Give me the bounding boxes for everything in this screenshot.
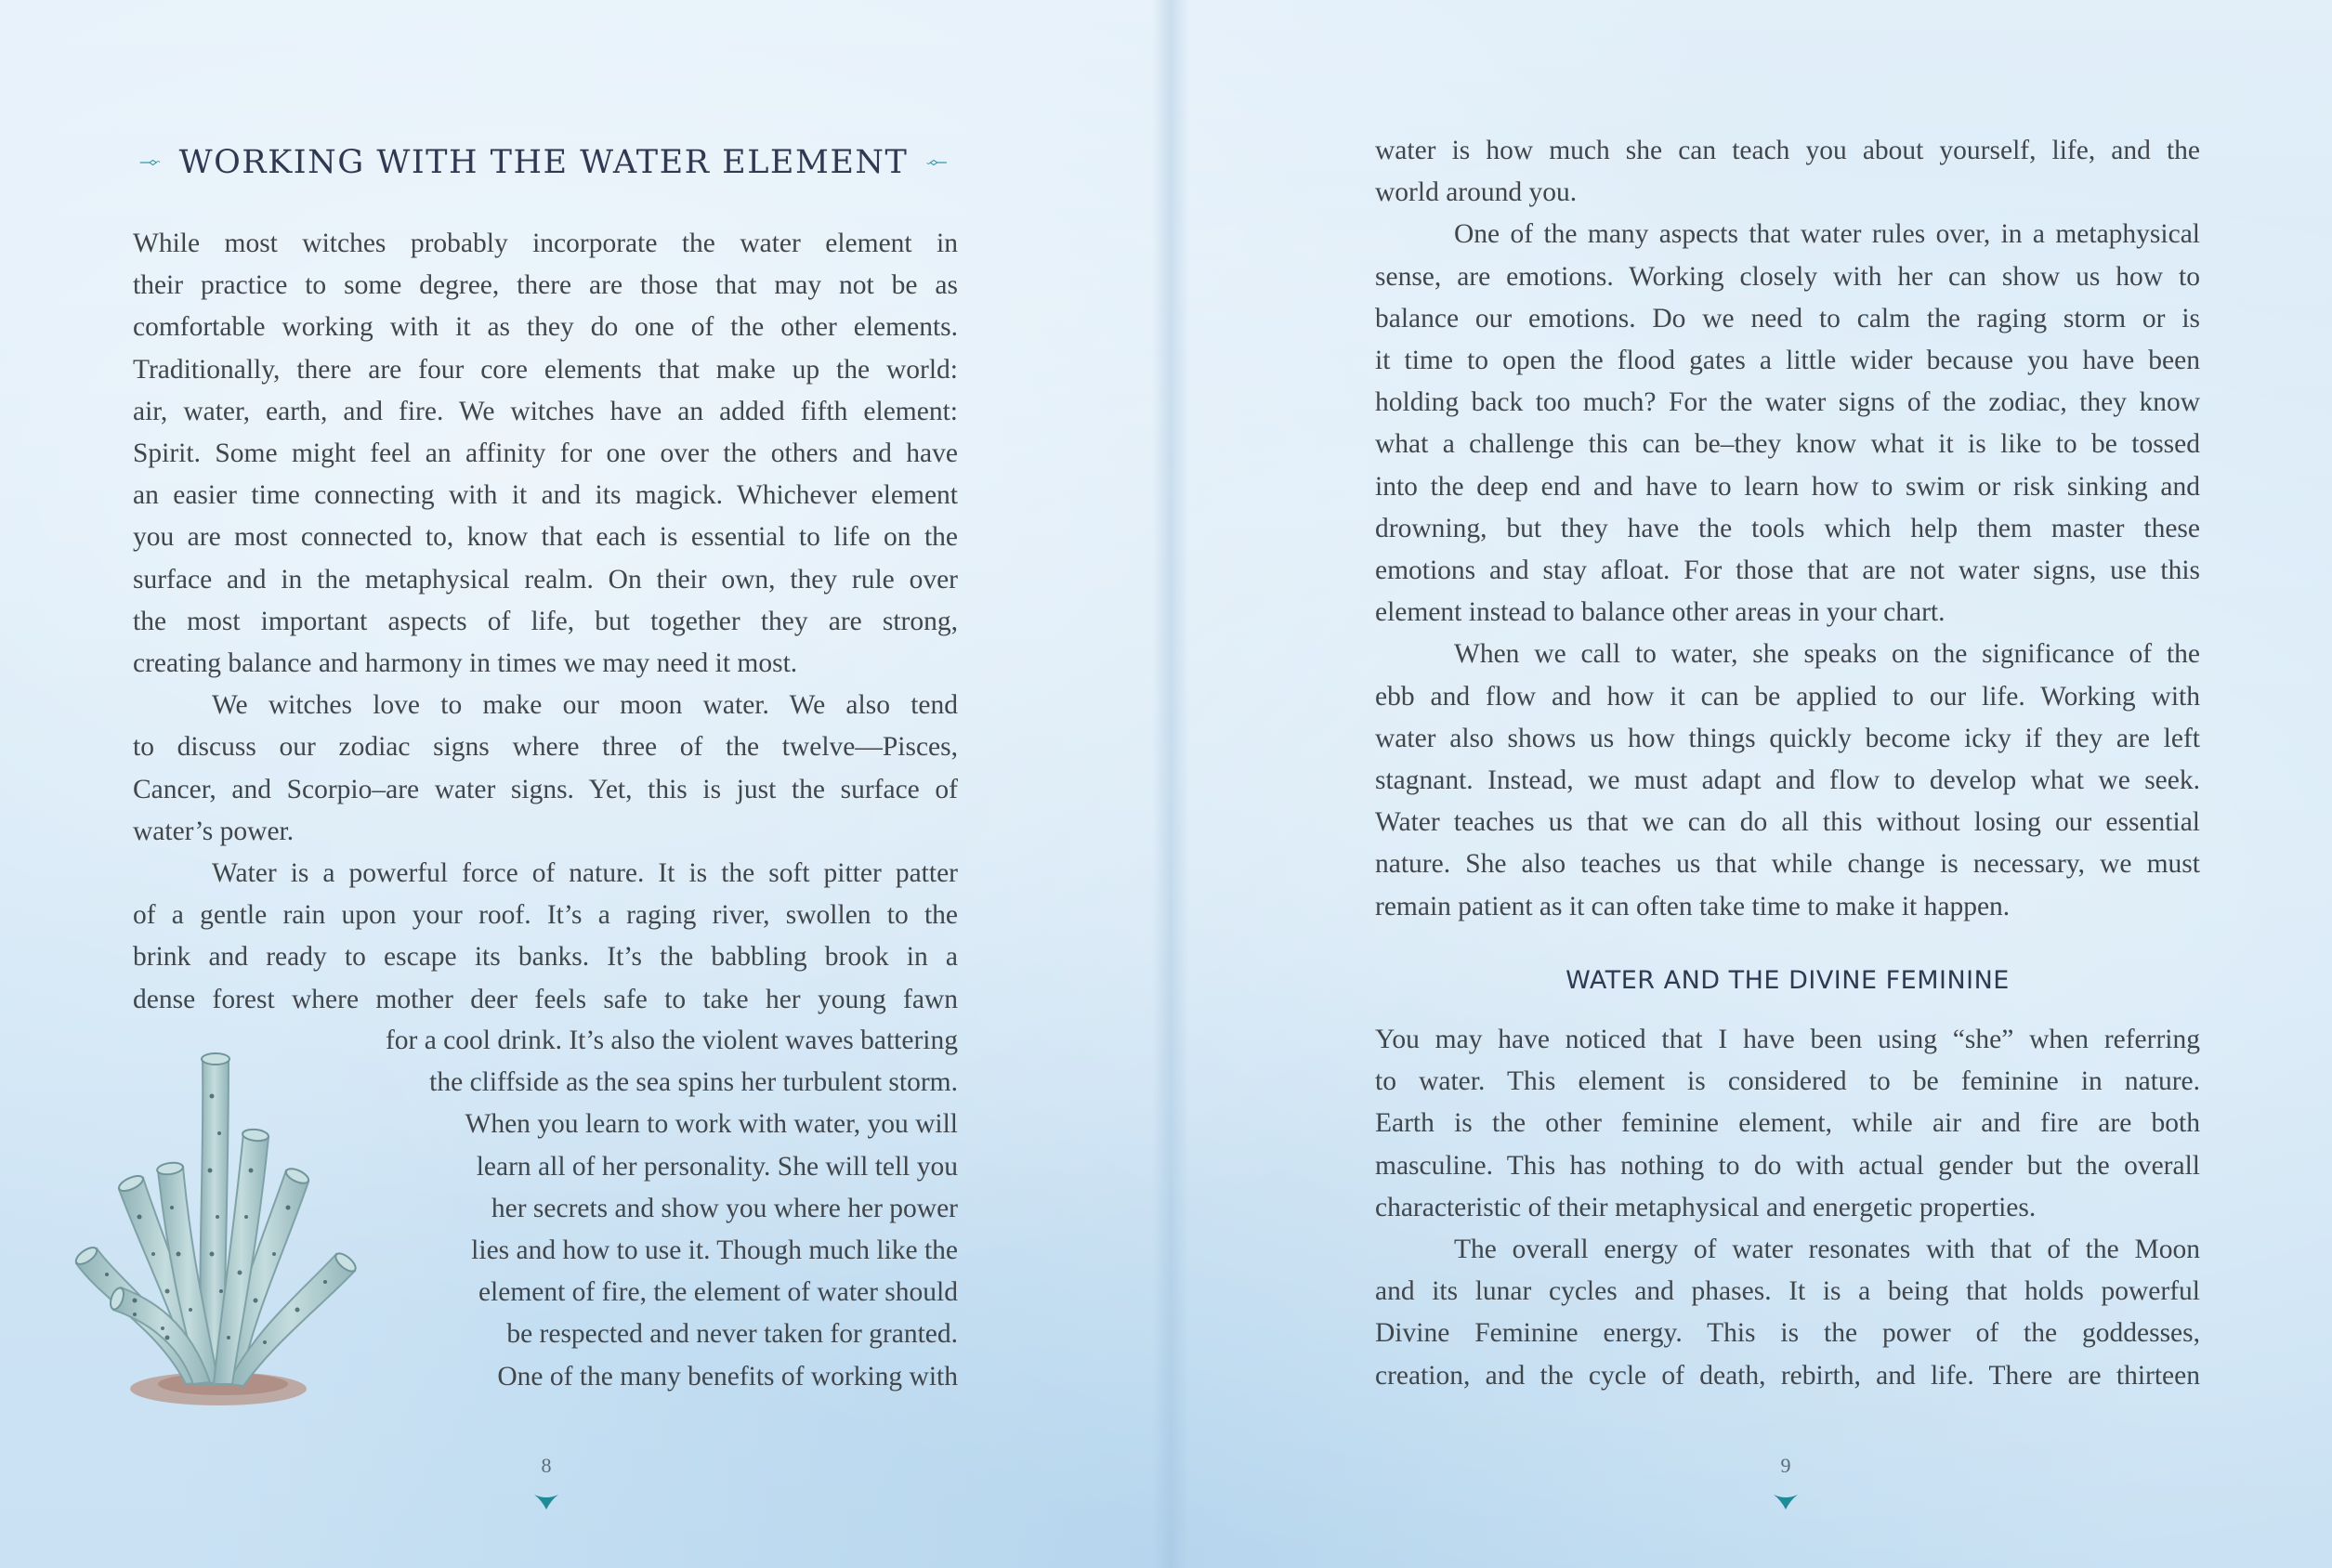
text-line: you are most connected to, know that each is essential to life on the (133, 522, 958, 553)
text-line: remain patient as it can often take time to make it happen. (1375, 891, 2011, 921)
text-line: water also shows us how things quickly become icky if they are left (1375, 723, 2200, 753)
text-line: to discuss our zodiac signs where three of the twelve—Pisces, (133, 732, 958, 763)
text-line: of a gentle rain upon your roof. It’s a raging river, swollen to the (133, 900, 958, 931)
text-line: element of fire, the element of water should (478, 1277, 958, 1308)
text-line: When you learn to work with water, you will (465, 1109, 958, 1140)
text-line: water’s power. (133, 816, 295, 846)
paragraph (1375, 634, 2200, 927)
text-line: holding back too much? For the water signs of the zodiac, they know (1375, 387, 2200, 418)
paragraph (133, 853, 958, 1021)
text-line: Cancer, and Scorpio–are water signs. Yet, this is just the surface of (133, 774, 958, 804)
text-line: The overall energy of water resonates with that of the Moon (1454, 1235, 2200, 1265)
text-line: balance our emotions. Do we need to calm the raging storm or is (1375, 303, 2200, 333)
text-line: learn all of her personality. She will tell you (476, 1151, 958, 1182)
text-line: air, water, earth, and fire. We witches have an added fifth element: (133, 396, 958, 426)
text-line: creation, and the cycle of death, rebirth, and life. There are thirteen (1375, 1360, 2200, 1391)
right-body-text (1375, 130, 2200, 928)
text-line: One of the many benefits of working with (497, 1361, 958, 1392)
text-line: their practice to some degree, there are those that may not be as (133, 270, 958, 301)
text-line: Spirit. Some might feel an affinity for one over the others and have (133, 438, 958, 469)
text-line: masculine. This has nothing to do with actual gender but the overall (1375, 1150, 2200, 1181)
text-line: Water is a powerful force of nature. It is the soft pitter patter (212, 858, 958, 889)
text-line: for a cool drink. It’s also the violent waves battering (385, 1026, 958, 1055)
text-line: Traditionally, there are four core elements that make up the world: (133, 354, 958, 385)
text-line: You may have noticed that I have been using “she” when referring (1375, 1025, 2200, 1054)
text-line: Earth is the other feminine element, while air and fire are both (1375, 1108, 2200, 1139)
text-line: Divine Feminine energy. This is the power of the goddesses, (1375, 1318, 2200, 1349)
text-line: comfortable working with it as they do one of the other elements. (133, 312, 958, 343)
text-line: her secrets and show you where her power (491, 1193, 958, 1223)
text-line: We witches love to make our moon water. We also tend (212, 690, 958, 721)
chapter-title: WORKING WITH THE WATER ELEMENT (178, 144, 909, 181)
text-line: When we call to water, she speaks on the significance of the (1454, 639, 2200, 670)
text-line: into the deep end and have to learn how to swim or risk sinking and (1375, 471, 2200, 502)
folio-ornament-icon (1772, 1491, 1800, 1511)
text-line: drowning, but they have the tools which help them master these (1375, 513, 2200, 543)
text-line: and its lunar cycles and phases. It is a being that holds powerful (1375, 1276, 2200, 1307)
text-line: dense forest where mother deer feels safe to take her young fawn (133, 984, 958, 1014)
text-line: One of the many aspects that water rules over, in a metaphysical (1454, 219, 2200, 250)
text-line: emotions and stay afloat. For those that are not water signs, use this (1375, 555, 2200, 586)
text-line: sense, are emotions. Working closely with her can show us how to (1375, 261, 2200, 292)
text-line: be respected and never taken for granted. (506, 1319, 958, 1350)
page-number-left: 8 (541, 1454, 552, 1477)
text-line: element instead to balance other areas in your chart. (1375, 597, 1946, 628)
paragraph (1375, 214, 2200, 634)
text-line: characteristic of their metaphysical and energetic properties. (1375, 1192, 2037, 1222)
text-line: creating balance and harmony in times we may need it most. (133, 648, 798, 679)
chapter-heading (139, 130, 948, 195)
section-heading: WATER AND THE DIVINE FEMININE (1566, 966, 2010, 995)
paragraph (133, 223, 958, 685)
folio-ornament-icon (532, 1491, 560, 1511)
text-line: Water teaches us that we can do all this without losing our essential (1375, 807, 2200, 838)
text-line: the cliffside as the sea spins her turbulent storm. (429, 1067, 958, 1098)
page-number-right: 9 (1780, 1454, 1791, 1477)
text-line: the most important aspects of life, but together they are strong, (133, 606, 958, 636)
text-line: lies and how to use it. Though much like the (471, 1235, 958, 1266)
text-line: an easier time connecting with it and its magick. Whichever element (133, 480, 958, 511)
right-flourish-icon (926, 152, 948, 173)
text-line: nature. She also teaches us that while change is necessary, we must (1375, 849, 2200, 880)
text-line: to water. This element is considered to be feminine in nature. (1375, 1066, 2200, 1097)
text-line: stagnant. Instead, we must adapt and flow to develop what we seek. (1375, 765, 2200, 796)
paragraph (133, 685, 958, 853)
left-flourish-icon (139, 152, 161, 173)
paragraph (1375, 130, 2200, 214)
text-line: brink and ready to escape its banks. It’s the babbling brook in a (133, 942, 958, 973)
text-line: it time to open the flood gates a little wider because you have been (1375, 346, 2200, 376)
right-section-text (1375, 1019, 2200, 1397)
text-line: what a challenge this can be–they know what it is like to be tossed (1375, 429, 2200, 460)
sea-sponge-illustration (65, 1031, 372, 1412)
text-line: world around you. (1375, 177, 1578, 208)
paragraph (1375, 1019, 2200, 1229)
text-line: ebb and flow and how it can be applied to our life. Working with (1375, 681, 2200, 712)
text-line: surface and in the metaphysical realm. On their own, they rule over (133, 564, 958, 595)
paragraph (1375, 1229, 2200, 1397)
text-line: water is how much she can teach you about yourself, life, and the (1375, 136, 2200, 165)
left-body-text (133, 223, 958, 1021)
text-line: While most witches probably incorporate the water element in (133, 229, 958, 258)
